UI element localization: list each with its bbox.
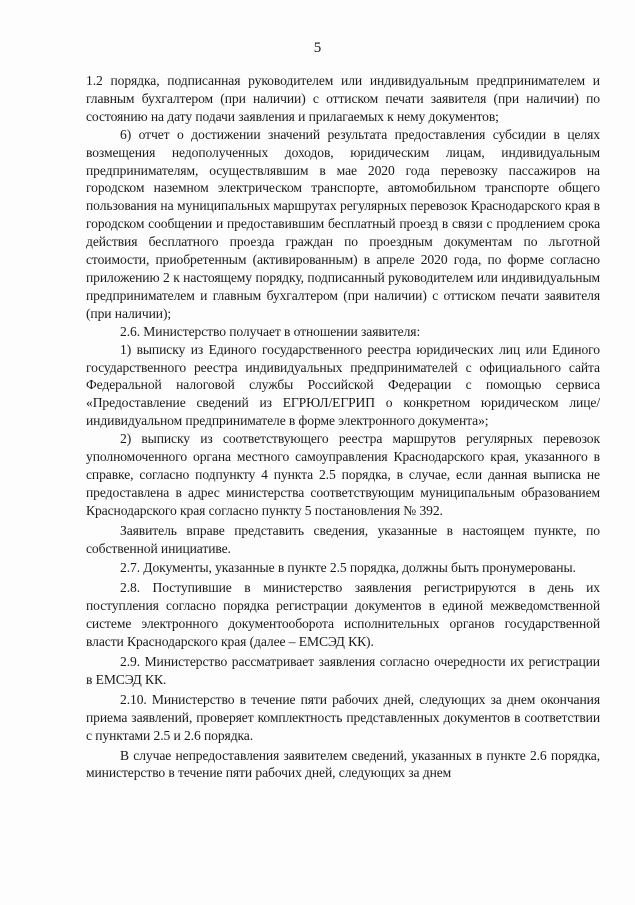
- document-body: [86, 72, 600, 782]
- paragraph-4: 1) выписку из Единого государственного реестра юридических лиц или Единого государственного реестра индивидуальных предпринимателей с официального сайта Федеральной налоговой службы Российской Федерации с помощью сервиса «Предоставление сведений из ЕГРЮЛ/ЕГРИП о конкретном юридическом лице/индивидуальном предпринимателе в форме электронного документа»;: [86, 341, 600, 429]
- paragraph-8: 2.8. Поступившие в министерство заявления регистрируются в день их поступления согласно порядка регистрации документов в единой межведомственной системе электронного документооборота исполнительных органов государственной власти Краснодарского края (далее – ЕМСЭД КК).: [86, 580, 600, 650]
- paragraph-7: 2.7. Документы, указанные в пункте 2.5 порядка, должны быть пронумерованы.: [120, 560, 576, 576]
- paragraph-9: 2.9. Министерство рассматривает заявления согласно очередности их регистрации в ЕМСЭД КК.: [86, 654, 600, 687]
- paragraph-10: 2.10. Министерство в течение пяти рабочих дней, следующих за днем окончания приема заявлений, проверяет комплектность представленных документов в соответствии с пунктами 2.5 и 2.6 порядка.: [86, 691, 600, 743]
- paragraph-1: 1.2 порядка, подписанная руководителем или индивидуальным предпринимателем и главным бухгалтером (при наличии) с оттиском печати заявителя (при наличии) по состоянию на дату подачи заявления и прилагаемых к нему документов;: [86, 73, 600, 124]
- paragraph-3: 2.6. Министерство получает в отношении заявителя:: [120, 323, 421, 339]
- paragraph-2: 6) отчет о достижении значений результата предоставления субсидии в целях возмещения недополученных доходов, юридическим лицам, индивидуальным предпринимателям, осуществлявшим в мае 2020 года перевозку пассажиров на городском наземном электрическом транспорте, автомобильном транспорте общего пользования на муниципальных маршрутах регулярных перевозок Краснодарского края в городском сообщении и предоставившим бесплатный проезд в связи с продлением срока действия бесплатного проезда граждан по проездным документам по льготной стоимости, приобретенным (активированным) в апреле 2020 года, по форме согласно приложению 2 к настоящему порядку, подписанный руководителем или индивидуальным предпринимателем и главным бухгалтером (при наличии) с оттиском печати заявителя (при наличии);: [86, 126, 600, 321]
- paragraph-6: Заявитель вправе представить сведения, указанные в настоящем пункте, по собственной инициативе.: [86, 522, 600, 556]
- page-number: 5: [313, 40, 322, 56]
- paragraph-5: 2) выписку из соответствующего реестра маршрутов регулярных перевозок уполномоченного органа местного самоуправления Краснодарского края, указанного в справке, согласно подпункту 4 пункта 2.5 порядка, в случае, если данная выписка не предоставлена в адрес министерства соответствующим муниципальным образованием Краснодарского края согласно пункту 5 постановления № 392.: [86, 431, 600, 518]
- paragraph-11: В случае непредоставления заявителем сведений, указанных в пункте 2.6 порядка, министерство в течение пяти рабочих дней, следующих за днем: [86, 747, 600, 781]
